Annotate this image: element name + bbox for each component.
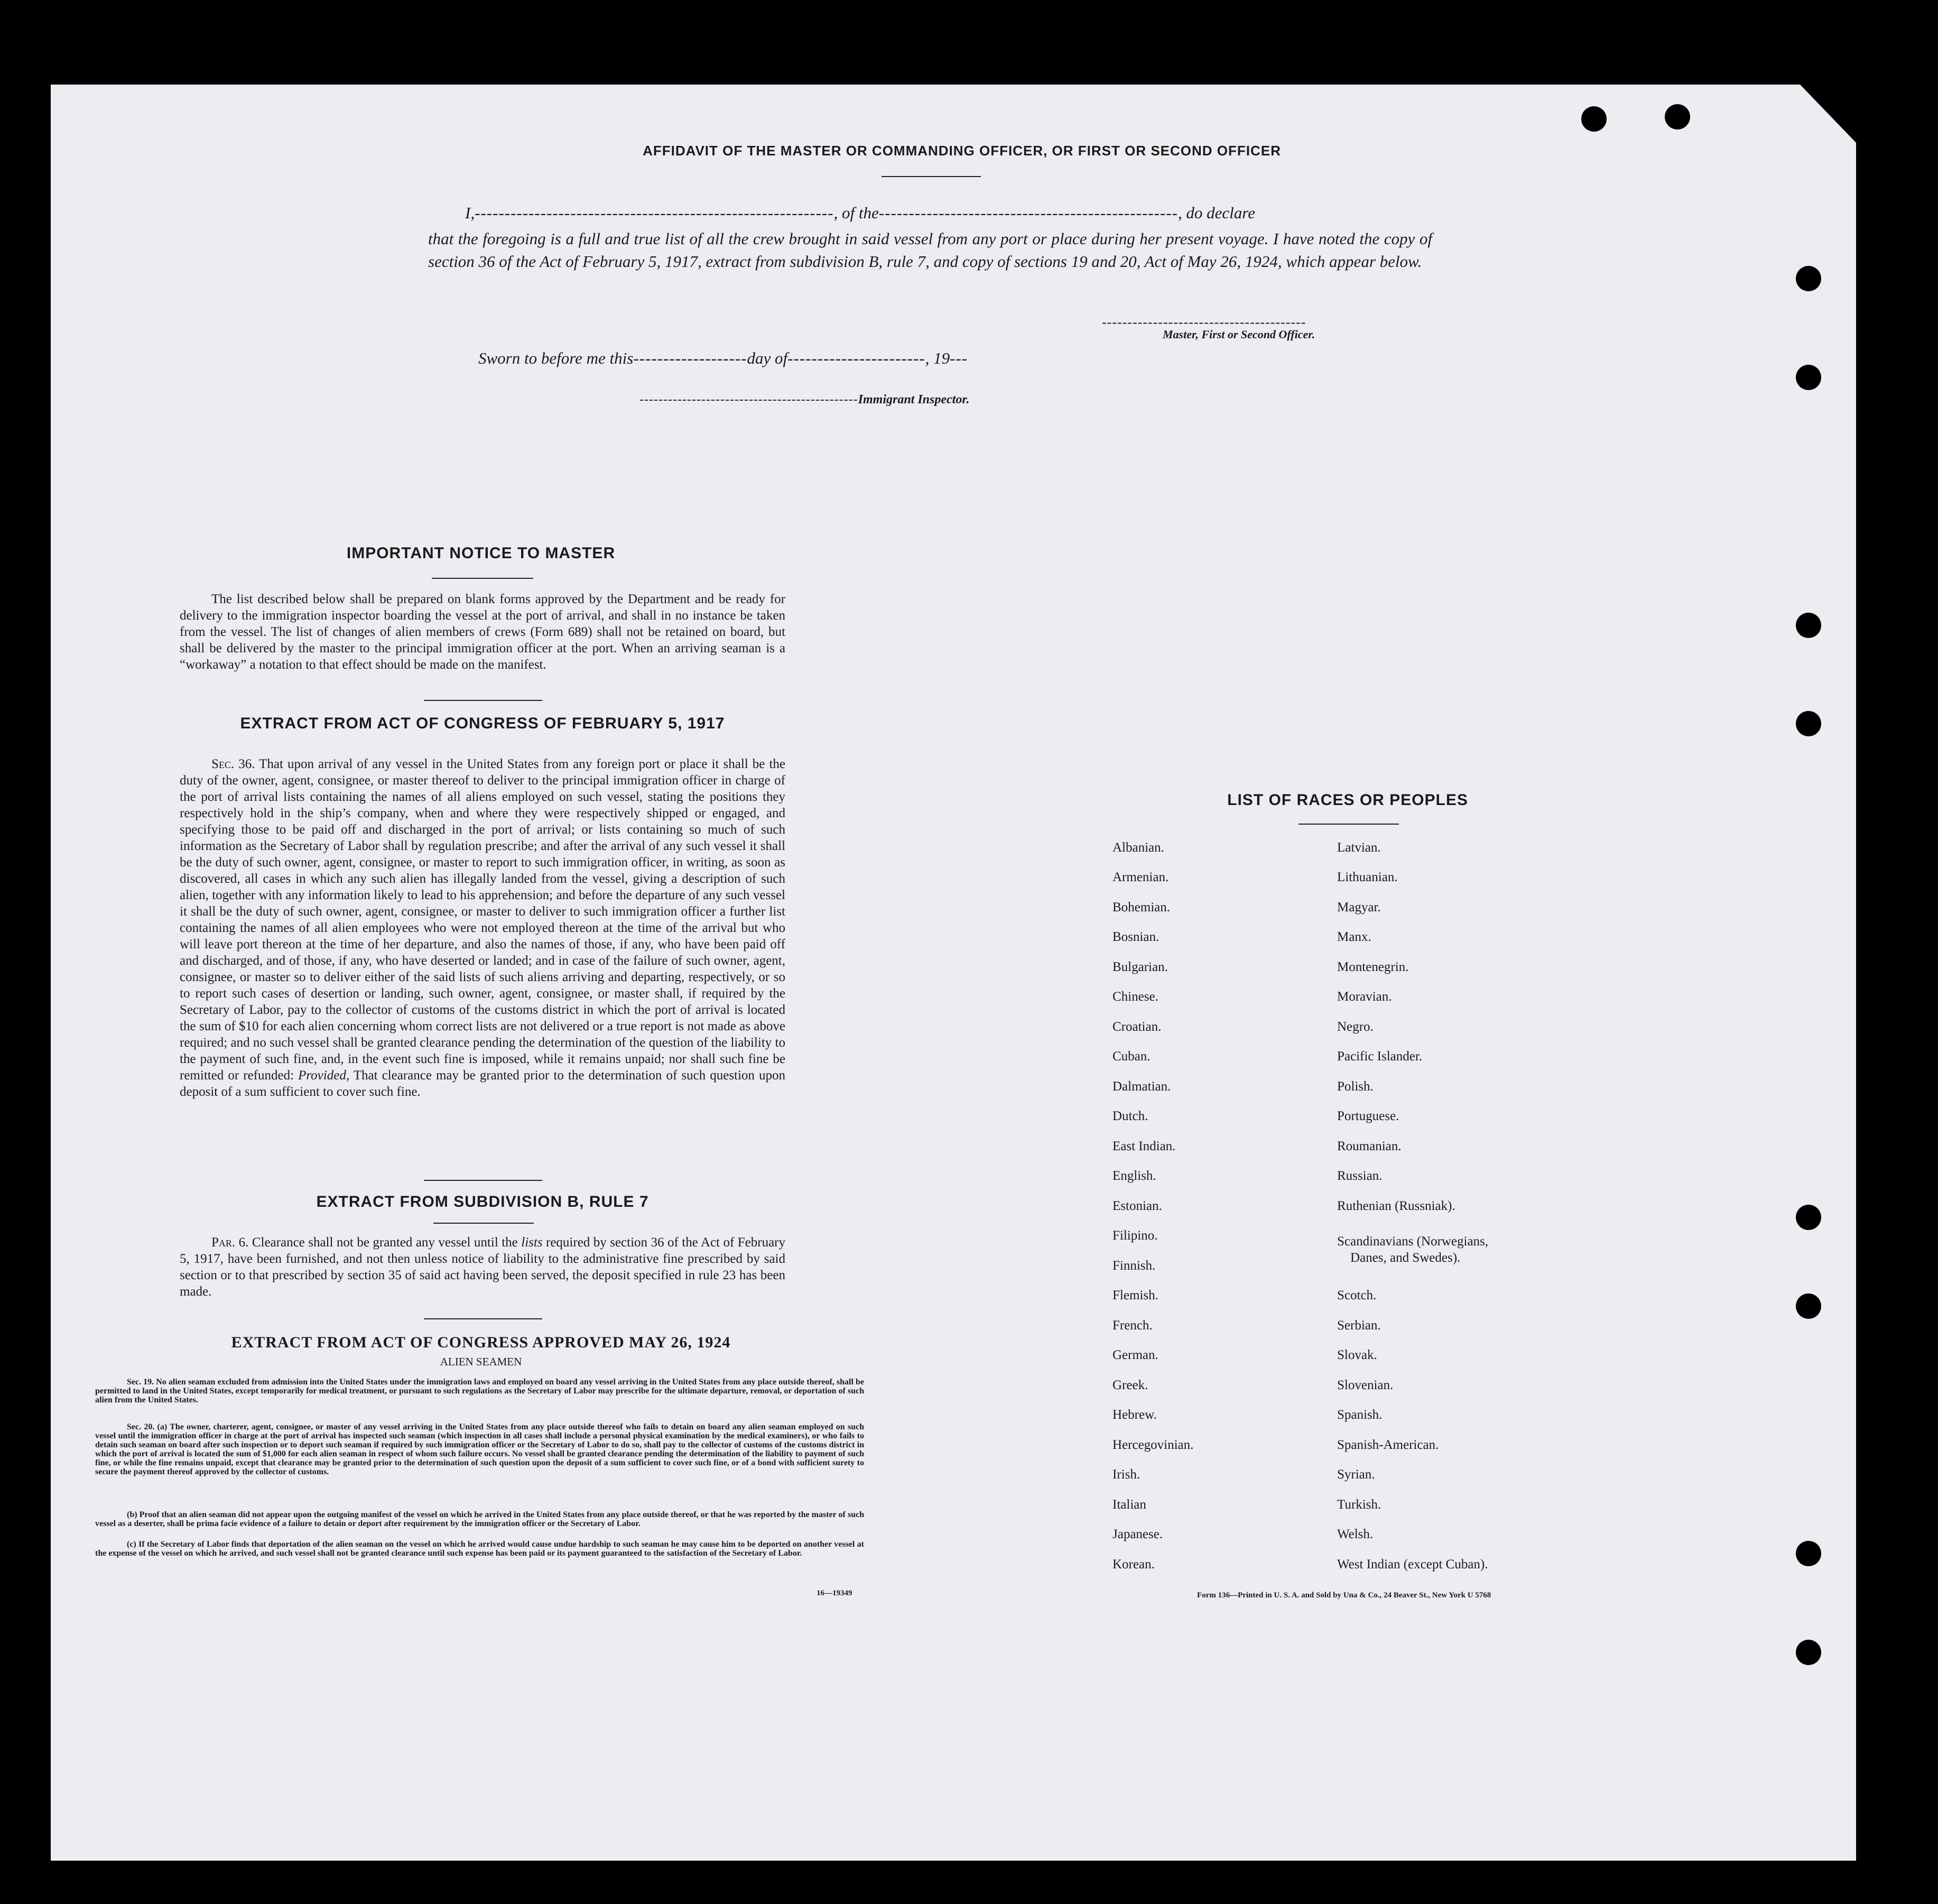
alien-seamen-subtitle: ALIEN SEAMEN bbox=[440, 1355, 522, 1368]
race-item: Croatian. bbox=[1112, 1020, 1162, 1034]
race-item: Welsh. bbox=[1337, 1527, 1374, 1541]
affidavit-title-rule bbox=[882, 176, 981, 177]
punch-hole bbox=[1796, 266, 1821, 291]
inspector-line: ----------------------------------------------Immigrant Inspector. bbox=[639, 393, 970, 406]
race-item: Cuban. bbox=[1112, 1049, 1151, 1064]
race-item: English. bbox=[1112, 1169, 1156, 1183]
inspector-label: Immigrant Inspector. bbox=[858, 393, 970, 406]
race-item: Magyar. bbox=[1337, 900, 1381, 914]
race-item: Lithuanian. bbox=[1337, 870, 1398, 884]
race-item: Greek. bbox=[1112, 1378, 1148, 1392]
race-item: Hebrew. bbox=[1112, 1408, 1157, 1422]
punch-hole bbox=[1796, 711, 1821, 736]
race-item: Bohemian. bbox=[1112, 900, 1171, 914]
affidavit-line1: I,------------------------------------------------------------, of the--------------------------------------------------, do declare bbox=[465, 204, 1255, 222]
sec-20b-text: (b) Proof that an alien seaman did not appear upon the outgoing manifest of the vessel on which he arrived in the United States from any place outside thereof, or that he was reported by the master of such vessel as a deserter, shall be prima facie evidence of a failure to detain or deport after requirement by the immigration officer or the Secretary of Labor. bbox=[95, 1510, 864, 1528]
punch-hole bbox=[1796, 613, 1821, 638]
race-item: Flemish. bbox=[1112, 1288, 1158, 1302]
punch-hole bbox=[1796, 365, 1821, 390]
race-item: Slovak. bbox=[1337, 1348, 1377, 1362]
sec-20c-text: (c) If the Secretary of Labor finds that deportation of the alien seaman on the vessel on which he arrived would cause undue hardship to such seaman he may cause him to be deported on another vessel at the expense of the vessel on which he arrived, and such vessel shall not be granted clearance until such expense has been paid or its payment guaranteed to the satisfaction of the Secretary of Labor. bbox=[95, 1540, 864, 1558]
race-item: Syrian. bbox=[1337, 1467, 1375, 1482]
sworn-text: Sworn to before me this bbox=[478, 349, 634, 367]
race-item: Negro. bbox=[1337, 1020, 1374, 1034]
master-label: Master, First or Second Officer. bbox=[1163, 328, 1315, 341]
extract-1924-title: EXTRACT FROM ACT OF CONGRESS APPROVED MAY 26, 1924 bbox=[231, 1334, 731, 1351]
punch-hole bbox=[1796, 1205, 1821, 1230]
rule7-rule bbox=[433, 1223, 534, 1224]
form-footer: Form 136—Printed in U. S. A. and Sold by Una & Co., 24 Beaver St., New York U 5768 bbox=[1197, 1591, 1491, 1600]
race-item: Finnish. bbox=[1112, 1259, 1156, 1273]
race-item: Danes, and Swedes). bbox=[1350, 1251, 1461, 1265]
lists-word: lists bbox=[521, 1235, 543, 1250]
race-item: Scotch. bbox=[1337, 1288, 1377, 1302]
sworn-line: Sworn to before me this-------------------day of-----------------------, 19--- bbox=[478, 349, 968, 367]
sec-19-text: Sec. 19. No alien seaman excluded from admission into the United States under the immigration laws and employed on board any vessel arriving in the United States from any place outside thereof, shall be permitted to land in the United States, except temporarily for medical treatment, or pursuant to such regulations as the Secretary of Labor may prescribe for the ultimate departure, removal, or deportation of such alien from the United States. bbox=[95, 1378, 864, 1404]
race-item: Hercegovinian. bbox=[1112, 1438, 1194, 1452]
race-item: Pacific Islander. bbox=[1337, 1049, 1423, 1064]
race-item: Latvian. bbox=[1337, 840, 1381, 855]
race-item: Italian bbox=[1112, 1498, 1146, 1512]
rule7-text-b: required by section 36 of the Act of February 5, 1917, have been furnished, and not then unless notice of liability to the administrative fine prescribed by said section or to that prescribed by section 35 of said act having been served, the deposit specified in rule 23 has been made. bbox=[180, 1235, 785, 1299]
race-item: Roumanian. bbox=[1337, 1139, 1402, 1153]
race-item: Serbian. bbox=[1337, 1318, 1381, 1333]
rule7-title: EXTRACT FROM SUBDIVISION B, RULE 7 bbox=[316, 1193, 649, 1210]
race-item: Armenian. bbox=[1112, 870, 1169, 884]
master-signature-line: ---------------------------------------- bbox=[1102, 315, 1306, 330]
sec-20a-text: Sec. 20. (a) The owner, charterer, agent, consignee, or master of any vessel arriving in the United States from any place outside thereof who fails to detain on board any alien seaman employed on such vessel until the immigration officer in charge at the port of arrival has inspected such seaman (which inspection in all cases shall include a personal physical examination by the medical examiners), or who fails to detain such seaman on board after such inspection or to deport such seaman if required by such immigration officer or the Secretary of Labor to do so, shall pay to the collector of customs of the customs district in which the port of arrival is located the sum of $1,000 for each alien seaman in respect of whom such failure occurs. No vessel shall be granted clearance pending the determination of the liability to payment of such fine, or while the fine remains unpaid, except that clearance may be granted prior to the determination of such question upon the deposit of a sum sufficient to cover such fine, or of a bond with sufficient surety to secure the payment thereof approved by the collector of customs. bbox=[95, 1422, 864, 1476]
par-6-label: Par. 6. bbox=[211, 1235, 249, 1250]
race-item: Korean. bbox=[1112, 1557, 1155, 1572]
affidavit-title: AFFIDAVIT OF THE MASTER OR COMMANDING OFFICER, OR FIRST OR SECOND OFFICER bbox=[643, 143, 1281, 159]
year-text: , 19 bbox=[925, 349, 950, 367]
rule7-text bbox=[180, 1234, 785, 1300]
notice-text: The list described below shall be prepared on blank forms approved by the Department and be ready for delivery to the immigration inspector boarding the vessel at the port of arrival, and shall in no instance be taken from the vessel. The list of changes of alien members of crews (Form 689) shall not be retained on board, but shall be delivered by the master to the principal immigration officer at the port. When an arriving seaman is a “workaway” a notation to that effect should be made on the manifest. bbox=[180, 592, 785, 672]
affidavit-declare: , do declare bbox=[1177, 204, 1255, 222]
notice-end-rule bbox=[424, 700, 542, 701]
provided-word: Provided, bbox=[298, 1068, 350, 1083]
sec-36-label: Sec. 36. bbox=[211, 757, 255, 771]
affidavit-of-the: , of the bbox=[833, 204, 879, 222]
race-item: Polish. bbox=[1337, 1079, 1374, 1094]
affidavit-i: I, bbox=[465, 204, 475, 222]
race-item: Slovenian. bbox=[1337, 1378, 1394, 1392]
race-item: Albanian. bbox=[1112, 840, 1164, 855]
race-item: Bosnian. bbox=[1112, 930, 1160, 944]
races-title: LIST OF RACES OR PEOPLES bbox=[1227, 791, 1468, 809]
race-item: Japanese. bbox=[1112, 1527, 1163, 1541]
punch-hole bbox=[1581, 106, 1607, 132]
affidavit-body: that the foregoing is a full and true list of all the crew brought in said vessel from any port or place during her present voyage. I have noted the copy of section 36 of the Act of February 5, 1917, extract from subdivision B, rule 7, and copy of sections 19 and 20, Act of May 26, 1924, which appear below. bbox=[428, 229, 1432, 271]
extract-1917-text bbox=[180, 756, 785, 1100]
sec-36-body: That upon arrival of any vessel in the United States from any foreign port or place it shall be the duty of the owner, agent, consignee, or master thereof to deliver to the principal immigration officer in charge of the port of arrival lists containing the names of all aliens employed on such vessel, stating the positions they respectively hold in the ship’s company, when and where they were respectively shipped or engaged, and specifying those to be paid off and discharged in the port of arrival; or lists containing so much of such information as the Secretary of Labor shall by regulation prescribe; and after the arrival of any such vessel it shall be the duty of such owner, agent, consignee, or master to report to such immigration officer, in writing, as soon as discovered, all cases in which any such alien has illegally landed from the vessel, giving a description of such alien, together with any information likely to lead to his apprehension; and before the departure of any such vessel it shall be the duty of such owner, agent, consignee, or master to deliver to such immigration officer a further list containing the names of all alien employees who were not employed thereon at the time of the arrival but who will leave port thereon at the time of her departure, and also the names of those, if any, who have been paid off and discharged, and of those, if any, who have deserted or landed; and in case of the failure of such owner, agent, consignee, or master so to deliver either of the said lists of such aliens arriving and departing, respectively, or so to report such cases of desertion or landing, such owner, agent, consignee, or master shall, if required by the Secretary of Labor, pay to the collector of customs of the customs district in which the port of arrival is located the sum of $10 for each alien concerning whom correct lists are not delivered or a true report is not made as above required; and no such vessel shall be granted clearance pending the determination of the question of the liability to the payment of such fine, and, in the event such fine is imposed, while it remains unpaid; nor shall such fine be remitted or refunded: bbox=[180, 757, 785, 1083]
extract-1917-end-rule bbox=[424, 1180, 542, 1181]
race-item: Bulgarian. bbox=[1112, 960, 1168, 974]
rule7-end-rule bbox=[424, 1318, 542, 1319]
punch-hole bbox=[1796, 1640, 1821, 1665]
day-of-text: day of bbox=[747, 349, 788, 367]
sec-36-end: That clearance may be granted prior to the determination of such question upon deposit of a sum sufficient to cover such fine. bbox=[180, 1068, 785, 1099]
notice-title: IMPORTANT NOTICE TO MASTER bbox=[346, 544, 616, 562]
race-item: Filipino. bbox=[1112, 1228, 1158, 1243]
extract-1917-title: EXTRACT FROM ACT OF CONGRESS OF FEBRUARY 5, 1917 bbox=[240, 715, 725, 732]
race-item: Russian. bbox=[1337, 1169, 1383, 1183]
race-item: West Indian (except Cuban). bbox=[1337, 1557, 1488, 1572]
race-item: Manx. bbox=[1337, 930, 1371, 944]
race-item: German. bbox=[1112, 1348, 1158, 1362]
race-item: Turkish. bbox=[1337, 1498, 1381, 1512]
form-code: 16—19349 bbox=[817, 1589, 852, 1597]
race-item: Irish. bbox=[1112, 1467, 1140, 1482]
race-item: Chinese. bbox=[1112, 990, 1158, 1004]
race-item: Spanish. bbox=[1337, 1408, 1383, 1422]
race-item: Moravian. bbox=[1337, 990, 1392, 1004]
punch-hole bbox=[1796, 1293, 1821, 1319]
race-item: Ruthenian (Russniak). bbox=[1337, 1199, 1455, 1213]
race-item: East Indian. bbox=[1112, 1139, 1176, 1153]
race-item: Dutch. bbox=[1112, 1109, 1148, 1123]
race-item: Montenegrin. bbox=[1337, 960, 1409, 974]
race-item: French. bbox=[1112, 1318, 1153, 1333]
races-rule bbox=[1299, 824, 1399, 825]
race-item: Spanish-American. bbox=[1337, 1438, 1439, 1452]
race-item: Dalmatian. bbox=[1112, 1079, 1171, 1094]
punch-hole bbox=[1665, 104, 1690, 130]
race-item: Portuguese. bbox=[1337, 1109, 1399, 1123]
punch-hole bbox=[1796, 1541, 1821, 1566]
notice-rule bbox=[432, 578, 533, 579]
race-item: Estonian. bbox=[1112, 1199, 1162, 1213]
race-item: Scandinavians (Norwegians, bbox=[1337, 1234, 1489, 1249]
rule7-text-a: Clearance shall not be granted any vessel until the bbox=[252, 1235, 518, 1250]
